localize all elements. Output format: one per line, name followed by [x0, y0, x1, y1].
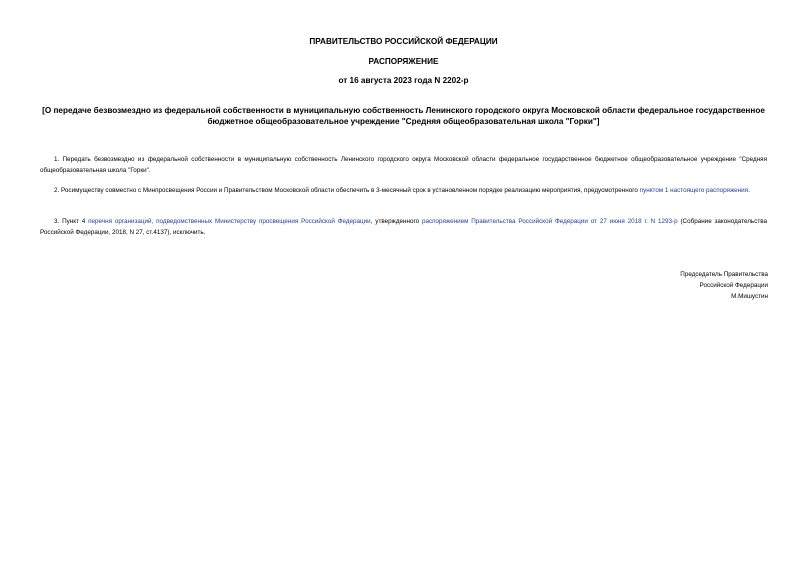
paragraph-2: [40, 186, 767, 197]
link-order-1293[interactable]: распоряжением Правительства Российской Федерации от 27 июня 2018 г. N 1293-р: [421, 218, 678, 225]
paragraph-1: 1. Передать безвозмездно из федеральной собственности в муниципальную собственность Ленинского городского округа Московской области федеральное государственное бюджетное общеобразовательное учреждение "Средняя общеобразовательная школа "Горки".: [40, 156, 767, 174]
paragraph-3-text: 3. Пункт 4: [54, 218, 89, 225]
document-title: [О передаче безвозмездно из федеральной собственности в муниципальную собственность Ленинского городского округа Московской области федеральное государственное бюджетное общеобразовательное учреждение "Средняя общеобразовательная школа "Горки"]: [42, 106, 765, 126]
link-point-1[interactable]: пунктом 1 настоящего распоряжения: [639, 187, 749, 194]
issuing-authority: ПРАВИТЕЛЬСТВО РОССИЙСКОЙ ФЕДЕРАЦИИ: [309, 37, 498, 46]
paragraph-2-end: .: [748, 187, 750, 194]
link-organizations-list[interactable]: перечня организаций, подведомственных Министерству просвещения Российской Федерации: [88, 218, 371, 225]
paragraph-3-middle: , утвержденного: [370, 218, 422, 225]
signatory-position-line1: Председатель Правительства: [680, 271, 768, 278]
document-date-number: от 16 августа 2023 года N 2202-р: [338, 76, 469, 85]
signatory-position-line2: Российской Федерации: [699, 282, 768, 289]
paragraph-3-end: (Собрание законодательства Российской Федерации, 2018, N 27, ст.4137), исключить.: [40, 218, 768, 236]
signatory-name: М.Мишустин: [731, 293, 768, 300]
paragraph-3: [40, 217, 767, 238]
paragraph-2-text: 2. Росимуществу совместно с Минпросвещения России и Правительством Московской области обеспечить в 3-месячный срок в установленном порядке реализацию мероприятия, предусмотренного: [54, 187, 640, 194]
document-type: РАСПОРЯЖЕНИЕ: [368, 57, 439, 66]
